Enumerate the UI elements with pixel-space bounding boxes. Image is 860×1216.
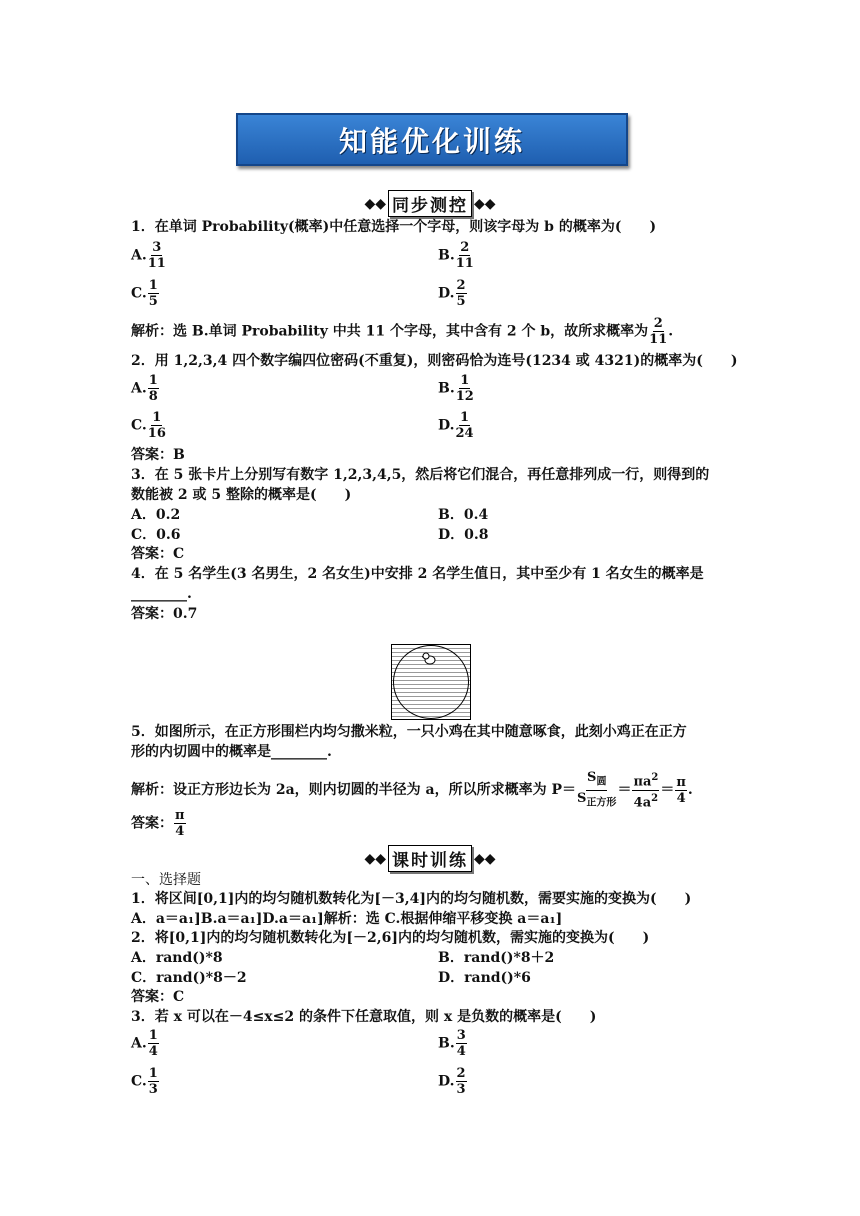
option-b: B．rand()*8＋2 (438, 950, 555, 966)
question-5-cont: 形的内切圆中的概率是________. (131, 744, 332, 760)
diamond-icon: ◆◆ (364, 195, 386, 212)
option-c: C．0.6 (131, 527, 181, 543)
option-d: D. $\frac{2}{5}$ (438, 278, 466, 309)
option-d: D．rand()*6 (438, 970, 531, 986)
analysis-1: 解析：选 B.单词 Probability 中共 11 个字母，其中含有 2 个 b，故所求概率为 $\frac{2}{11}$ . (131, 316, 674, 347)
option-b: B. $\frac{3}{4}$ (438, 1028, 466, 1059)
analysis-5: 解析：设正方形边长为 2a，则内切圆的半径为 a，所以所求概率为 P＝ $\frac{S_圆}{S_{正方形}}$ ＝ $\frac{\pi a^2}{4a^2}$ ＝ $\frac{\pi}{4}$ . (131, 770, 693, 810)
practice-question-1: 1．将区间[0,1]内的均匀随机数转化为[－3,4]内的均匀随机数，需要实施的变换为( ) (131, 891, 692, 907)
answer-p2: 答案：C (131, 989, 185, 1005)
title-banner (236, 113, 628, 166)
section-title: 课时训练 (388, 845, 472, 872)
option-d: D. $\frac{1}{24}$ (438, 410, 474, 441)
option-a: A．0.2 (131, 507, 181, 523)
section-header-sync (0, 190, 860, 217)
square-fence-figure (391, 644, 471, 720)
question-4-cont: ________. (131, 586, 192, 602)
practice-question-2: 2．将[0,1]内的均匀随机数转化为[－2,6]内的均匀随机数，需实施的变换为( ) (131, 930, 650, 946)
section-title: 同步测控 (388, 190, 472, 217)
section-header-lesson (0, 845, 860, 872)
option-c: C．rand()*8－2 (131, 970, 247, 986)
question-5: 5．如图所示，在正方形围栏内均匀撒米粒，一只小鸡在其中随意啄食，此刻小鸡正在正方 (131, 724, 687, 740)
question-2: 2．用 1,2,3,4 四个数字编四位密码(不重复)，则密码恰为连号(1234 或 4321)的概率为( ) (131, 353, 738, 369)
option-d: D. $\frac{2}{3}$ (438, 1066, 466, 1097)
banner-title: 知能优化训练 (338, 124, 525, 158)
practice-question-3: 3．若 x 可以在－4≤x≤2 的条件下任意取值，则 x 是负数的概率是( ) (131, 1009, 597, 1025)
answer-2: 答案：B (131, 447, 185, 463)
option-c: C. $\frac{1}{16}$ (131, 410, 166, 441)
practice-question-1-line2: A．a＝a₁]B.a＝a₁]D.a＝a₁]解析：选 C.根据伸缩平移变换 a＝a₁] (131, 911, 563, 927)
question-4: 4．在 5 名学生(3 名男生，2 名女生)中安排 2 名学生值日，其中至少有 1 名女生的概率是 (131, 566, 704, 582)
part-heading: 一、选择题 (131, 872, 201, 888)
answer-3: 答案：C (131, 546, 185, 562)
option-b: B．0.4 (438, 507, 489, 523)
option-d: D．0.8 (438, 527, 489, 543)
option-c: C. $\frac{1}{3}$ (131, 1066, 158, 1097)
question-1: 1．在单词 Probability(概率)中任意选择一个字母，则该字母为 b 的概率为( ) (131, 219, 657, 235)
option-b: B. $\frac{1}{12}$ (438, 373, 474, 404)
option-a: A. $\frac{1}{8}$ (131, 373, 158, 404)
option-a: A. $\frac{1}{4}$ (131, 1028, 158, 1059)
question-3-cont: 数能被 2 或 5 整除的概率是( ) (131, 487, 352, 503)
question-3: 3．在 5 张卡片上分别写有数字 1,2,3,4,5，然后将它们混合，再任意排列成一行，则得到的 (131, 467, 710, 483)
option-a: A. $\frac{3}{11}$ (131, 240, 166, 271)
diamond-icon: ◆◆ (364, 850, 386, 867)
option-a: A．rand()*8 (131, 950, 223, 966)
answer-4: 答案：0.7 (131, 606, 198, 622)
diamond-icon: ◆◆ (474, 850, 496, 867)
chick-icon (422, 651, 436, 665)
option-c: C. $\frac{1}{5}$ (131, 278, 158, 309)
option-b: B. $\frac{2}{11}$ (438, 240, 474, 271)
answer-5: 答案： $\frac{\pi}{4}$ (131, 808, 185, 839)
diamond-icon: ◆◆ (474, 195, 496, 212)
